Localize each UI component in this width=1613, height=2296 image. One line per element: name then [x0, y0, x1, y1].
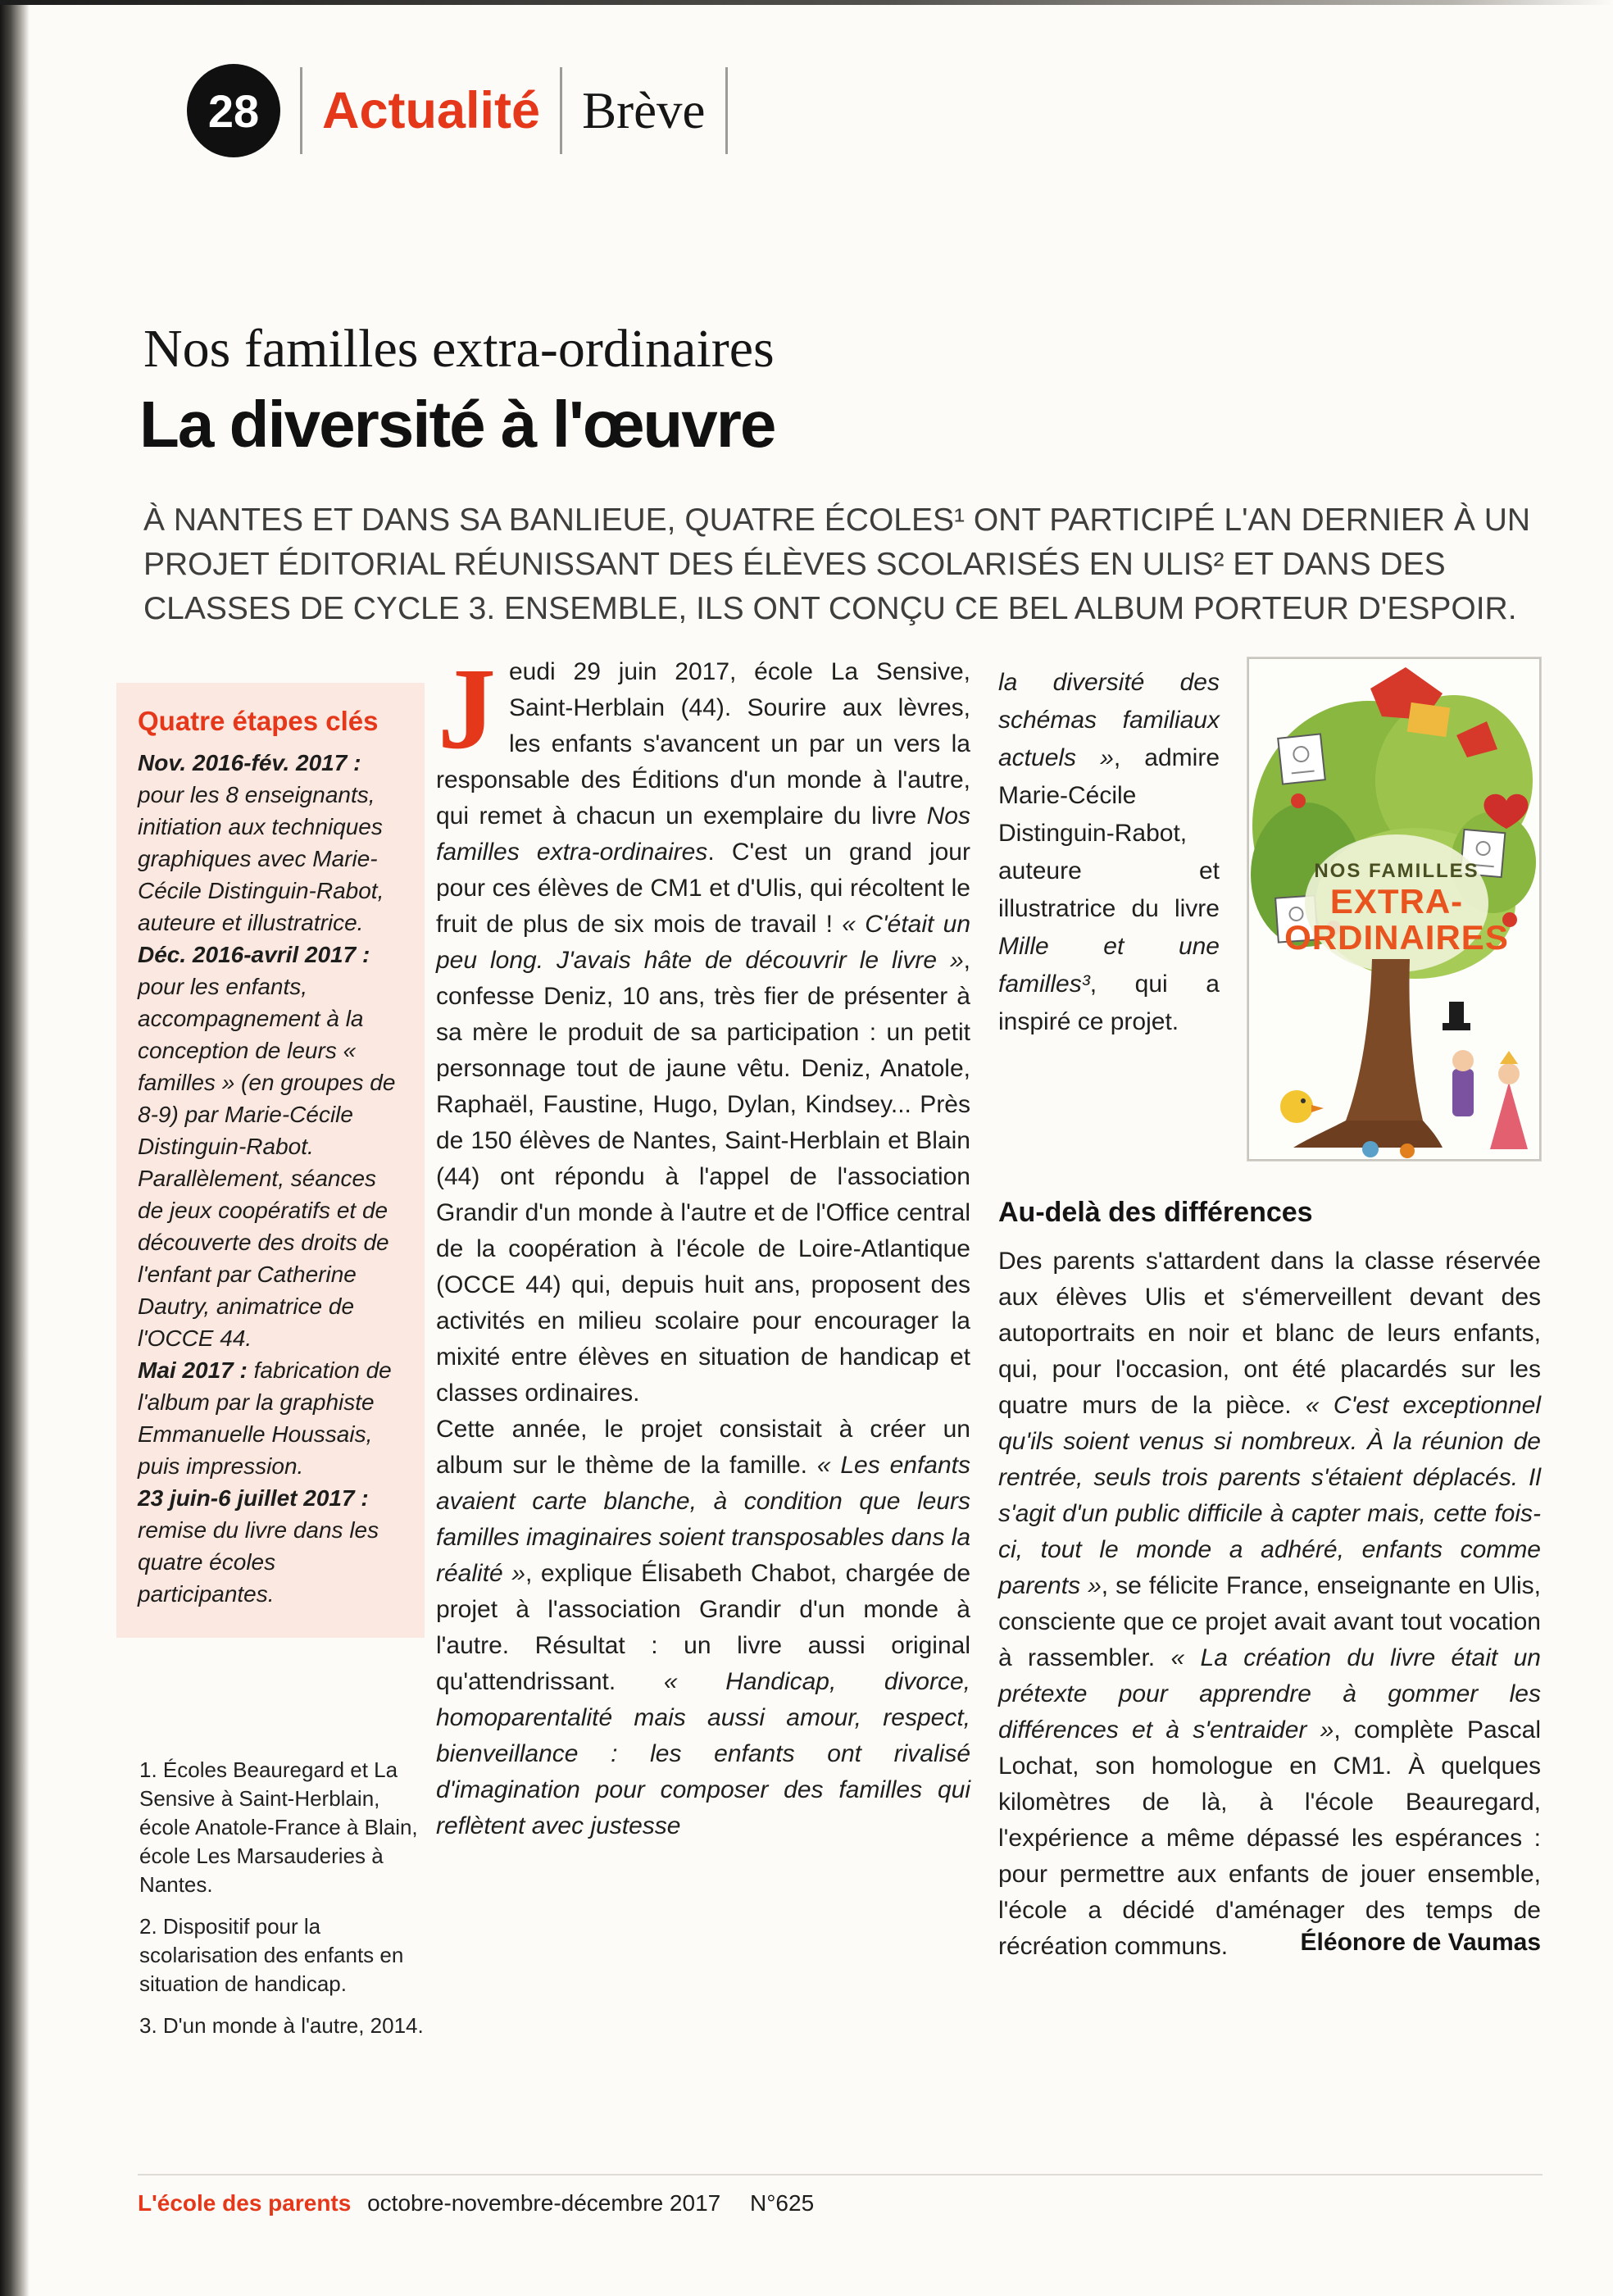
section-heading: Au-delà des différences — [998, 1197, 1313, 1228]
page-number: 28 — [207, 84, 260, 137]
rich-text: eudi 29 juin 2017, école La Sensive, Saint-Herblain (44). Sourire aux lèvres, les enfants s'avancent un par un vers la responsable des Éditions d'un monde à l'autre, qui remet à chacun un exemplaire du livre Nos familles extra-ordinaires. C'est un grand jour pour ces élèves de CM1 et d'Ulis, qui récoltent le fruit de plus de six mois de travail ! « C'était un peu long. J'avais hâte de découvrir le livre », confesse Deniz, 10 ans, très fier de présenter à sa mère le produit de sa participation : un petit personnage tout de jaune vêtu. Deniz, Anatole, Raphaël, Faustine, Hugo, Dylan, Kindsey... Près de 150 élèves de Nantes, Saint-Herblain et Blain (44) ont répondu à l'appel de l'association Grandir d'un monde à l'autre et de l'Office central de la coopération à l'école de Loire-Atlantique (OCCE 44) qui, depuis huit ans, proposent des activités en milieu scolaire pour encourager la mixité entre élèves en situation de handicap et classes ordinaires. — [436, 658, 971, 1407]
article-standfirst: À NANTES ET DANS SA BANLIEUE, QUATRE ÉCOLES¹ ONT PARTICIPÉ L'AN DERNIER À UN PROJET ÉDITORIAL RÉUNISSANT DES ÉLÈVES SCOLARISÉS EN ULIS² ET DANS DES CLASSES DE CYCLE 3. ENSEMBLE, ILS ONT CONÇU CE BEL ALBUM PORTEUR D'ESPOIR. — [143, 502, 1531, 626]
dropcap: J — [438, 643, 496, 773]
subsection-label: Brève — [582, 81, 706, 139]
paragraph-1 — [436, 643, 971, 1412]
separator-bar — [725, 67, 728, 154]
paragraph-continuation — [998, 664, 1220, 1041]
author-byline: Éléonore de Vaumas — [1300, 1929, 1541, 1956]
paragraph-differences — [998, 1243, 1541, 1965]
sidebar-entries — [138, 747, 403, 1610]
page-header — [187, 64, 747, 157]
footnote: 2. Dispositif pour la scolarisation des enfants en situation de handicap. — [139, 1914, 404, 1996]
rich-text: Cette année, le projet consistait à créer un album sur le thème de la famille. « Les enfants avaient carte blanche, à condition que leurs familles imaginaires soient transposables dans la réalité », explique Élisabeth Chabot, chargée de projet à l'association Grandir d'un monde à l'autre. Résultat : un livre aussi original qu'attendrissant. « Handicap, divorce, homoparentalité mais aussi amour, respect, bienveillance : les enfants ont rivalisé d'imagination pour composer des familles qui reflètent avec justesse — [436, 1416, 971, 1839]
section-label: Actualité — [322, 82, 541, 139]
footnote: 3. D'un monde à l'autre, 2014. — [139, 2013, 424, 2038]
scan-edge-top — [0, 0, 1613, 5]
book-title-line-3: ORDINAIRES — [1284, 918, 1509, 957]
article-kicker: Nos familles extra-ordinaires — [143, 319, 775, 379]
footnotes — [139, 1756, 425, 2040]
article-section-differences — [998, 1197, 1542, 1960]
page-number-badge — [187, 64, 280, 157]
separator-bar — [300, 67, 302, 154]
page-footer — [138, 2174, 1543, 2216]
sidebar-title: Quatre étapes clés — [138, 706, 379, 736]
issue-date: octobre-novembre-décembre 2017 — [367, 2190, 721, 2216]
rich-text: Des parents s'attardent dans la classe réservée aux élèves Ulis et s'émerveillent devant des autoportraits en noir et blanc de leurs enfants, qui, pour l'occasion, ont été placardés sur les quatre murs de la pièce. « C'est exceptionnel qu'ils soient venus si nombreux. À la réunion de rentrée, seuls trois parents s'étaient déplacés. Il s'agit d'un public difficile à capter mais, cette fois-ci, tout le monde a adhéré, enfants comme parents », se félicite France, enseignante en Ulis, consciente que ce projet avait avant tout vocation à rassembler. « La création du livre était un prétexte pour apprendre à gommer les différences et à s'entraider », complète Pascal Lochat, son homologue en CM1. À quelques kilomètres de là, à l'école Beauregard, l'expérience a même dépassé les espérances : pour permettre aux enfants de jouer ensemble, l'école a décidé d'aménager des temps de récréation communs. — [998, 1248, 1542, 1960]
article-column-continuation — [998, 664, 1220, 1041]
footnote: 1. Écoles Beauregard et La Sensive à Saint-Herblain, école Anatole-France à Blain, école Les Marsauderies à Nantes. — [139, 1757, 418, 1897]
sidebar-entry: 23 juin-6 juillet 2017 : remise du livre dans les quatre écoles participantes. — [138, 1485, 379, 1607]
book-title-line-2: EXTRA- — [1329, 882, 1464, 921]
scan-edge-left — [0, 0, 30, 2296]
article-title: La diversité à l'œuvre — [139, 388, 775, 461]
magazine-name: L'école des parents — [138, 2190, 352, 2216]
paragraph-2 — [436, 1412, 970, 1844]
sidebar-entry: Nov. 2016-fév. 2017 : pour les 8 enseignants, initiation aux techniques graphiques avec Marie-Cécile Distinguin-Rabot, auteure et illustratrice. — [138, 750, 384, 935]
article-column-main — [436, 643, 971, 1844]
rich-text: la diversité des schémas familiaux actuels », admire Marie-Cécile Distinguin-Rabot, auteure et illustratrice du livre Mille et une familles³, qui a inspiré ce projet. — [998, 669, 1220, 1035]
sidebar-key-steps — [116, 683, 425, 1638]
separator-bar — [560, 67, 562, 154]
book-cover-illustration — [1247, 657, 1541, 1161]
sidebar-entry: Mai 2017 : fabrication de l'album par la graphiste Emmanuelle Houssais, puis impression. — [138, 1357, 392, 1479]
sidebar-entry: Déc. 2016-avril 2017 : pour les enfants, accompagnement à la conception de leurs « familles » (en groupes de 8-9) par Marie-Cécile Distinguin-Rabot. Parallèlement, séances de jeux coopératifs et de découverte des droits de l'enfant par Catherine Dautry, animatrice de l'OCCE 44. — [138, 942, 396, 1351]
issue-number: N°625 — [750, 2190, 815, 2216]
book-title-line-1: NOS FAMILLES — [1314, 860, 1479, 882]
